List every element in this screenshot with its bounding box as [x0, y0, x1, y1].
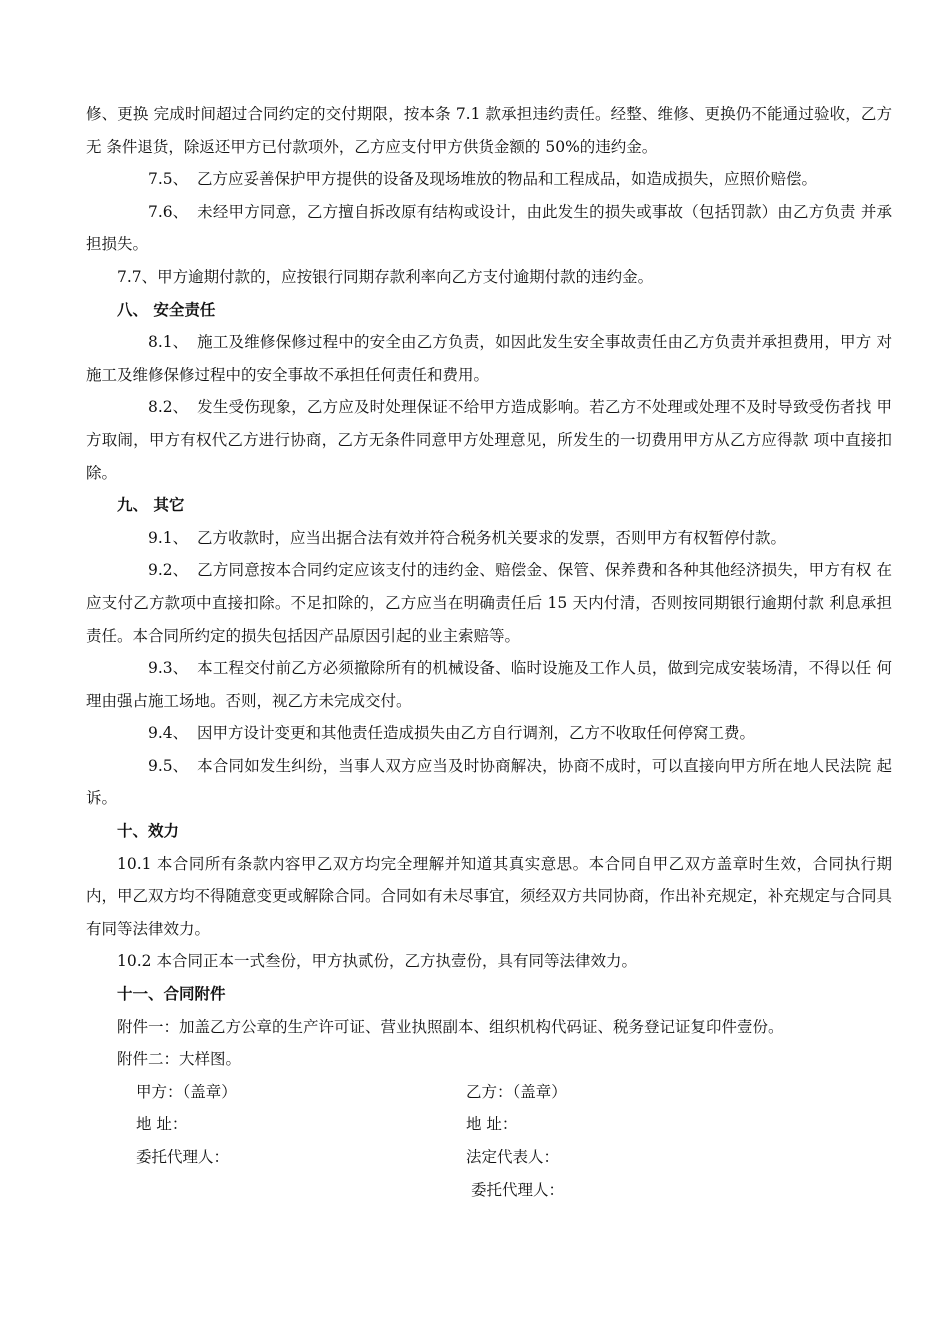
- clause-number: 8.1、: [148, 333, 189, 352]
- clause-number: 9.1、: [148, 528, 189, 547]
- party-b-seal: 乙方：（盖章）: [466, 1082, 567, 1101]
- clause-number: 7.5、: [148, 170, 189, 189]
- attachment-2: 附件二：大样图。: [117, 1050, 242, 1069]
- paragraph-7-4-continued: 修、更换 完成时间超过合同约定的交付期限，按本条 7.1 款承担违约责任。经整、维修、更换仍不能通过验收，乙方无 条件退货，除返还甲方已付款项外，乙方应支付甲方供货金额的 50%的违约金。: [86, 105, 892, 156]
- clause-text: 本工程交付前乙方必须撤除所有的机械设备、临时设施及工作人员，做到完成安装场清，不得以任 何理由强占施工场地。否则，视乙方未完成交付。: [86, 659, 892, 710]
- clause-number: 9.4、: [148, 724, 189, 743]
- clause-9-3: [86, 652, 892, 717]
- party-b-address: 地 址：: [466, 1115, 518, 1134]
- clause-number: 8.2、: [148, 398, 189, 417]
- clause-7-5: [86, 163, 892, 196]
- party-a-seal: 甲方：（盖章）: [136, 1082, 237, 1101]
- clause-9-4: [86, 717, 892, 750]
- clause-text: 乙方应妥善保护甲方提供的设备及现场堆放的物品和工程成品，如造成损失，应照价赔偿。: [197, 170, 818, 189]
- clause-text: 本合同如发生纠纷，当事人双方应当及时协商解决，协商不成时，可以直接向甲方所在地人民法院 起诉。: [86, 756, 892, 808]
- contract-body: [86, 98, 892, 1206]
- clause-7-7: 7.7、甲方逾期付款的，应按银行同期存款利率向乙方支付逾期付款的违约金。: [117, 267, 654, 286]
- section-heading-10: 十、效力: [117, 821, 180, 841]
- party-a-column: [136, 1076, 237, 1174]
- clause-9-1: [86, 522, 892, 555]
- clause-number: 9.3、: [148, 659, 189, 678]
- signature-block: [86, 1076, 892, 1206]
- clause-text: 未经甲方同意，乙方擅自拆改原有结构或设计，由此发生的损失或事故（包括罚款）由乙方负责 并承担损失。: [86, 202, 892, 254]
- clause-number: 9.5、: [148, 756, 189, 775]
- clause-10-1: 10.1 本合同所有条款内容甲乙双方均完全理解并知道其真实意思。本合同自甲乙双方盖章时生效，合同执行期内，甲乙双方均不得随意变更或解除合同。合同如有未尽事宜，须经双方共同协商，作出补充规定，补充规定与合同具有同等法律效力。: [86, 854, 893, 938]
- clause-8-1: [86, 326, 892, 391]
- party-b-legal-rep: 法定代表人：: [466, 1148, 560, 1166]
- party-b-agent: 委托代理人：: [471, 1180, 565, 1199]
- party-a-address: 地 址：: [136, 1115, 188, 1134]
- section-heading-9: 九、 其它: [117, 495, 185, 515]
- clause-number: 9.2、: [148, 561, 189, 580]
- clause-number: 7.6、: [148, 202, 189, 221]
- clause-text: 发生受伤现象，乙方应及时处理保证不给甲方造成影响。若乙方不处理或处理不及时导致受伤者找 甲方取闹，甲方有权代乙方进行协商，乙方无条件同意甲方处理意见，所发生的一切费用甲方从乙方应得款 项中直接扣除。: [86, 398, 892, 482]
- clause-10-2: 10.2 本合同正本一式叁份，甲方执贰份，乙方执壹份，具有同等法律效力。: [117, 952, 637, 971]
- party-a-agent: 委托代理人：: [136, 1148, 230, 1166]
- clause-9-2: [86, 554, 892, 652]
- clause-7-6: [86, 196, 892, 261]
- clause-8-2: [86, 391, 892, 489]
- attachment-1: 附件一：加盖乙方公章的生产许可证、营业执照副本、组织机构代码证、税务登记证复印件壹份。: [117, 1017, 784, 1036]
- clause-text: 施工及维修保修过程中的安全由乙方负责，如因此发生安全事故责任由乙方负责并承担费用，甲方 对施工及维修保修过程中的安全事故不承担任何责任和费用。: [86, 333, 892, 384]
- clause-text: 乙方收款时，应当出据合法有效并符合税务机关要求的发票，否则甲方有权暂停付款。: [197, 528, 787, 547]
- party-b-column: [466, 1076, 567, 1174]
- clause-text: 因甲方设计变更和其他责任造成损失由乙方自行调剂，乙方不收取任何停窝工费。: [197, 724, 756, 743]
- clause-9-5: [86, 750, 892, 815]
- section-heading-11: 十一、合同附件: [117, 984, 226, 1004]
- clause-text: 乙方同意按本合同约定应该支付的违约金、赔偿金、保管、保养费和各种其他经济损失，甲方有权 在应支付乙方款项中直接扣除。不足扣除的，乙方应当在明确责任后 15 天内付清，否则按同期银行逾期付款 利息承担责任。本合同所约定的损失包括因产品原因引起的业主索赔等。: [86, 561, 892, 645]
- section-heading-8: 八、 安全责任: [117, 299, 216, 319]
